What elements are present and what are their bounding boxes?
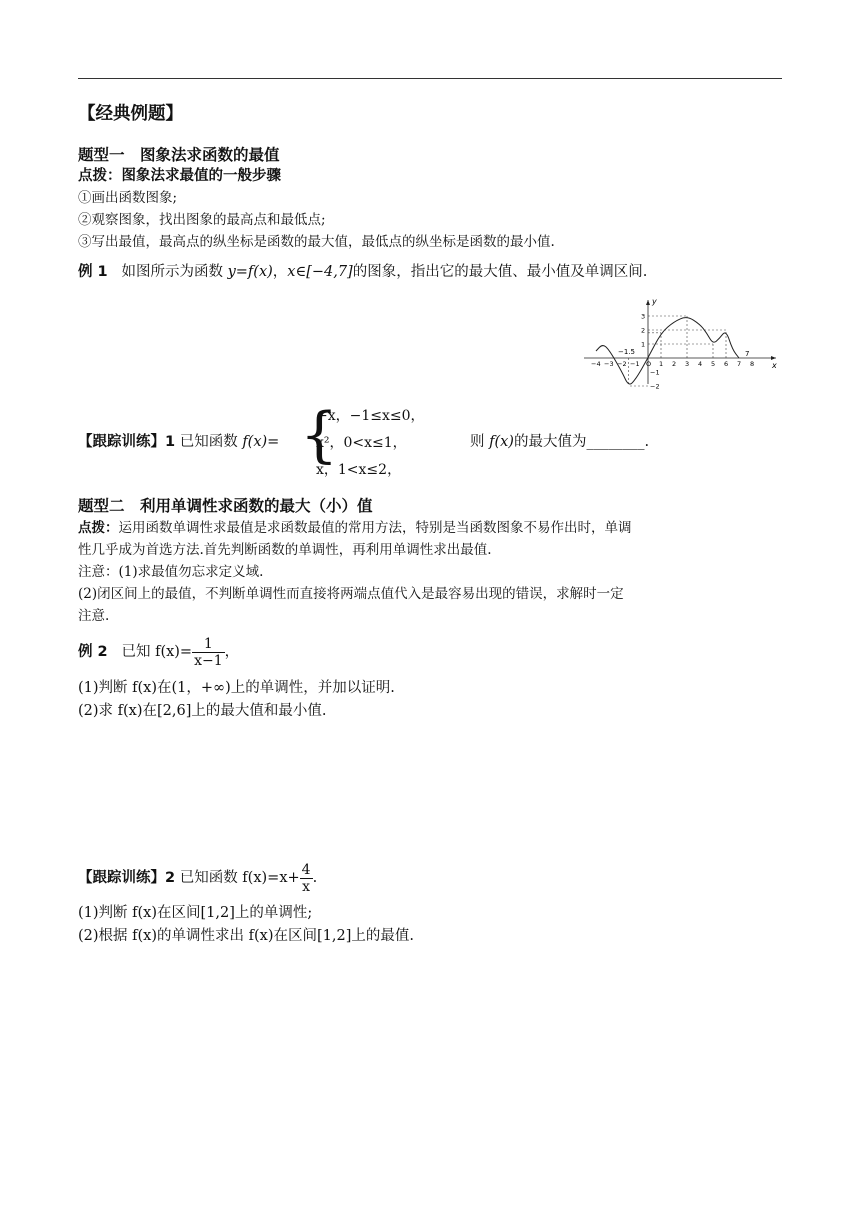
type2-note2-line2: 注意. xyxy=(78,608,110,624)
piecewise-case3: x，1<x≤2， xyxy=(316,462,402,478)
training2-end: . xyxy=(312,870,318,886)
type1-tip-text: 图象法求最值的一般步骤 xyxy=(121,168,281,184)
y-tick-label: 1 xyxy=(641,340,646,349)
y-axis-label: y xyxy=(652,297,657,306)
x-tick-label: 1 xyxy=(659,360,664,368)
y-tick-label: −1 xyxy=(650,368,660,377)
training1-question xyxy=(470,432,649,452)
example1-expr: y=f(x) xyxy=(227,264,273,280)
example1-domain: x∈[−4,7] xyxy=(287,264,353,280)
training2-q1: (1)判断 f(x)在区间[1,2]上的单调性; xyxy=(78,905,313,921)
x-axis-arrow xyxy=(771,356,776,360)
piecewise-case1: −x，−1≤x≤0， xyxy=(316,408,425,424)
training1 xyxy=(78,432,279,452)
x-axis-label: x xyxy=(772,361,777,370)
x-tick-label: 3 xyxy=(685,360,690,368)
header-rule xyxy=(78,78,782,79)
example2 xyxy=(78,634,239,670)
type1-tip xyxy=(78,166,281,186)
x-tick-label: −1 xyxy=(630,360,640,368)
training2-frac-den: x xyxy=(302,878,311,895)
type1-step1: ①画出函数图象; xyxy=(78,190,178,206)
y-tick-label: 2 xyxy=(641,326,646,335)
type1-step2: ②观察图象，找出图象的最高点和最低点; xyxy=(78,212,326,228)
y-ticks xyxy=(641,313,660,391)
example1-text-c: 的图象，指出它的最大值、最小值及单调区间. xyxy=(352,264,648,280)
example2-end: ， xyxy=(224,644,240,660)
type1-tip-label: 点拨： xyxy=(78,168,122,184)
type2-tip-label: 点拨： xyxy=(78,520,119,536)
x-tick-label: 4 xyxy=(698,360,703,368)
section-heading: 【经典例题】 xyxy=(78,104,183,124)
training2-q2: (2)根据 f(x)的单调性求出 f(x)在区间[1,2]上的最值. xyxy=(78,928,414,944)
x-tick-label: −4 xyxy=(591,360,601,368)
example2-label: 例 2 xyxy=(78,644,108,660)
y-tick-label: 3 xyxy=(641,312,646,321)
training1-text-a: 已知函数 xyxy=(179,434,243,450)
annotation-neg15: −1.5 xyxy=(618,348,635,356)
function-graph xyxy=(580,296,780,391)
training2-fraction xyxy=(300,862,313,895)
x-tick-label: 6 xyxy=(724,360,729,368)
training1-text-b: 则 xyxy=(470,434,490,450)
example1-text-b: ， xyxy=(272,264,288,280)
type2-tip-line2: 性几乎成为首选方法.首先判断函数的单调性，再利用单调性求出最值. xyxy=(78,542,492,558)
x-tick-label: O xyxy=(646,360,652,368)
piecewise-brace: { xyxy=(300,400,339,470)
example1-label: 例 1 xyxy=(78,264,108,280)
example2-text: 已知 f(x)= xyxy=(121,644,193,660)
type1-step3: ③写出最值，最高点的纵坐标是函数的最大值，最低点的纵坐标是函数的最小值. xyxy=(78,234,555,250)
training2-frac-num: 4 xyxy=(301,861,311,878)
example2-frac-den: x−1 xyxy=(194,652,223,669)
training1-fx: f(x) xyxy=(242,434,268,450)
x-tick-label: −2 xyxy=(617,360,627,368)
training1-fx2: f(x) xyxy=(489,434,514,450)
x-tick-label: −3 xyxy=(604,360,614,368)
example1-text-a: 如图所示为函数 xyxy=(121,264,228,280)
type2-note2-line1: (2)闭区间上的最值，不判断单调性而直接将两端点值代入是最容易出现的错误，求解时一定 xyxy=(78,586,624,602)
x-tick-label: 5 xyxy=(711,360,716,368)
example1 xyxy=(78,262,647,282)
x-tick-label: 2 xyxy=(672,360,677,368)
example2-frac-num: 1 xyxy=(192,636,225,653)
type1-title: 题型一 图象法求函数的最值 xyxy=(78,146,280,164)
training2-text: 已知函数 f(x)=x+ xyxy=(179,870,300,886)
training2 xyxy=(78,860,317,896)
example2-fraction xyxy=(192,636,225,669)
y-axis-arrow xyxy=(646,300,650,305)
x-tick-label: 7 xyxy=(737,360,742,368)
type2-tip-line1 xyxy=(78,518,632,538)
example2-q2: (2)求 f(x)在[2,6]上的最大值和最小值. xyxy=(78,703,327,719)
example2-q1: (1)判断 f(x)在(1，+∞)上的单调性，并加以证明. xyxy=(78,680,395,696)
y-tick-label: −2 xyxy=(650,382,660,391)
training1-eq: = xyxy=(267,434,280,450)
training1-label: 【跟踪训练】1 xyxy=(78,434,176,450)
type2-title: 题型二 利用单调性求函数的最大（小）值 xyxy=(78,497,373,515)
x-tick-label: 8 xyxy=(750,360,755,368)
type2-tip-text1: 运用函数单调性求最值是求函数最值的常用方法，特别是当函数图象不易作出时，单调 xyxy=(118,520,632,536)
type2-note1: 注意：(1)求最值勿忘求定义域. xyxy=(78,564,264,580)
training1-text-c: 的最大值为________. xyxy=(513,434,650,450)
piecewise-case2: x²，0<x≤1， xyxy=(316,435,407,451)
training2-label: 【跟踪训练】2 xyxy=(78,870,176,886)
annotation-7: 7 xyxy=(745,350,750,358)
